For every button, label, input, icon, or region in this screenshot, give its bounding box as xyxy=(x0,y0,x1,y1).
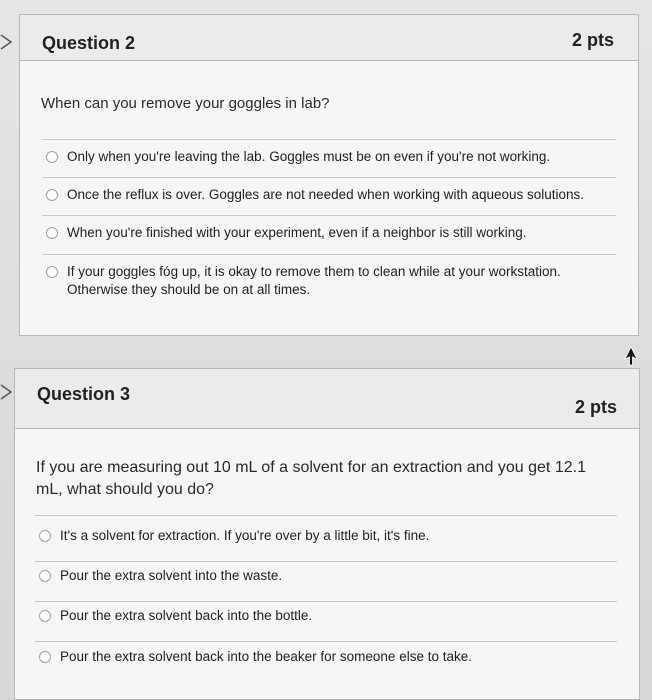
answer-label: Once the reflux is over. Goggles are not needed when working with aqueous solutions. xyxy=(67,187,585,202)
chevron-right-icon xyxy=(0,384,14,400)
question-points: 2 pts xyxy=(574,397,617,417)
divider xyxy=(35,641,617,642)
answer-option[interactable] xyxy=(39,607,619,625)
radio-button[interactable] xyxy=(46,189,58,201)
answer-option[interactable] xyxy=(46,148,616,166)
answer-label: If your goggles fóg up, it is okay to remove them to clean while at your workstation. Otherwise they should be on at all times. xyxy=(67,264,561,297)
answer-label: When you're finished with your experiment, even if a neighbor is still working. xyxy=(67,225,527,240)
question-card xyxy=(14,368,640,700)
question-points: 2 pts xyxy=(571,30,614,50)
mouse-pointer-icon xyxy=(624,346,638,366)
answer-option[interactable] xyxy=(46,263,586,299)
answer-label: Only when you're leaving the lab. Goggles must be on even if you're not working. xyxy=(67,149,551,164)
answer-option[interactable] xyxy=(46,186,616,204)
question-prompt: If you are measuring out 10 mL of a solvent for an extraction and you get 12.1 mL, what should you do? xyxy=(36,459,586,498)
divider xyxy=(42,215,616,216)
chevron-right-icon xyxy=(0,34,14,50)
divider xyxy=(35,601,617,602)
question-card xyxy=(19,14,639,336)
answer-option[interactable] xyxy=(39,567,619,585)
radio-button[interactable] xyxy=(46,266,58,278)
answer-option[interactable] xyxy=(46,224,616,242)
answer-label: Pour the extra solvent back into the beaker for someone else to take. xyxy=(60,649,472,664)
question-prompt: When can you remove your goggles in lab? xyxy=(41,95,330,112)
radio-button[interactable] xyxy=(39,651,51,663)
question-title: Question 3 xyxy=(37,384,131,404)
divider xyxy=(42,177,616,178)
answer-option[interactable] xyxy=(39,527,619,545)
radio-button[interactable] xyxy=(39,610,51,622)
divider xyxy=(42,254,616,255)
answer-label: Pour the extra solvent back into the bottle. xyxy=(60,608,313,623)
question-title: Question 2 xyxy=(42,33,136,53)
divider xyxy=(35,561,617,562)
divider xyxy=(42,139,616,140)
answer-option[interactable] xyxy=(39,648,619,666)
radio-button[interactable] xyxy=(46,151,58,163)
question-header xyxy=(20,15,638,61)
answer-label: Pour the extra solvent into the waste. xyxy=(60,568,283,583)
answer-label: It's a solvent for extraction. If you're over by a little bit, it's fine. xyxy=(60,528,430,543)
radio-button[interactable] xyxy=(39,530,51,542)
radio-button[interactable] xyxy=(39,570,51,582)
divider xyxy=(35,515,617,516)
radio-button[interactable] xyxy=(46,227,58,239)
question-header xyxy=(15,369,639,429)
